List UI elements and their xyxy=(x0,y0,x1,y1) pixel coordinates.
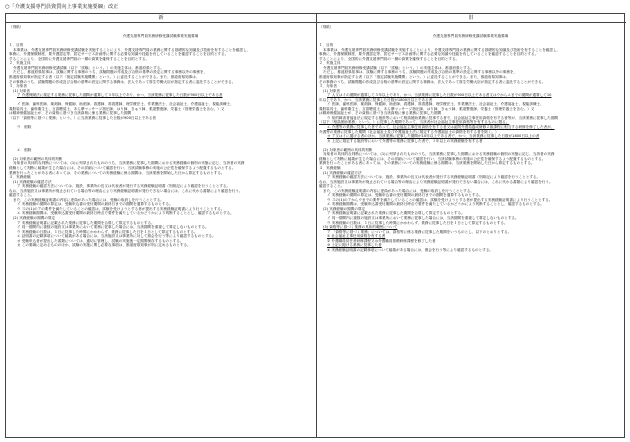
left-text-line: 介護支援専門員実務研修受講試験（以下「試験」という。）の実施主体は、都道府県とする。 xyxy=(13,65,164,70)
new-column xyxy=(6,14,317,437)
right-text-line: オ ア又はイに掲げる者のほか、当該業務に従事した期間が10年以上である者で、かつ、当該業務に従事した日数が1800日以上の者 xyxy=(327,134,540,139)
right-text-line: (2) 実務経験の期間の算定 xyxy=(323,206,366,211)
right-text-line: エ 介護等の業務に従事した者であって、社会福祉主事任用資格を有する者又は訪問介護員養成研修２級課程に相当する研修を修了した者が、 xyxy=(327,125,555,130)
left-text-line: その事務のうち、試験問題の作成及び合格の基準の設定に関する事務は、法人であって厚生労働大臣が指定する者に委託することができる。 xyxy=(9,79,236,84)
left-text-line: ア 実務経験証明書に記載された業務に従事した期間を合算して算定するものとする。 xyxy=(17,220,155,225)
right-text-line: ア 実務経験の確認方法については、施設、事業所の長又は代表者が発行する実務経験証明書（別紙記により確認を行うこととする。 xyxy=(327,175,541,180)
right-text-line: イ 同一期間内に複数の施設又は事業所において業務に従事した場合には、当該期間を重複して算定しないものとする。 xyxy=(327,215,519,220)
right-text-line: 経験として判断に疑義が生じた場合には、その詳細について確認を行い、当該試験事務の実施の公正性を確保するよう配慮するものとする。 xyxy=(319,156,546,161)
right-text-line: 対象者の具体的な判断については、(1)に列挙されたもののうち、当該業務に従事した期間における実務経験の個別の実態に応じ、当該者の実務 xyxy=(323,152,555,157)
left-text-line: ２．実施主体 xyxy=(9,61,31,66)
left-text-line: また、この実務経験証明書の内容に虚偽があった場合には、受験の取消しを行うこととする。 xyxy=(13,197,164,202)
right-text-line: ２．実施主体 xyxy=(319,61,341,66)
right-text-line: ４．実務経験 xyxy=(319,165,341,170)
right-text-line: ア 「資格等に基づく業務」については、資格等に係る業務に従事した期間をいうものとし、以下のとおりとする。 xyxy=(327,229,512,234)
right-text-line: カ 上記に規定する施設等において介護等の業務に従事した者で、１年以上の実務経験を有する者 xyxy=(327,138,483,143)
left-text-line: イ 医師、歯科医師、薬剤師、保健師、助産師、看護師、准看護師、理学療法士、作業療法士、社会福祉士、介護福祉士、視能訓練士、 xyxy=(17,102,234,107)
right-text-line: （以下「相談援助業務」という。）に従事した期間であって、当該者が社会福祉主事任用資格等を有するものに限る。 xyxy=(319,120,510,125)
right-text-line: ④ 実務経験証明書の記載事項について疑義がある場合には、照会を行う等により確認するものとする。 xyxy=(327,247,494,252)
left-text-line: 経験として判断に疑義が生じた場合には、その詳細について確認を行い、当該試験事務の実施の公正性を確保するよう配慮するものとする。 xyxy=(9,165,236,170)
left-text-line: 確認すること。 xyxy=(9,193,35,198)
left-text-line: 事務に、介護保険制度、要介護認定等、居宅サービス計画等に関する必要な知識や技能を有していることを確認することを目的とする。 xyxy=(9,52,229,57)
right-text-line: 義肢装具士、歯科衛生士、言語聴覚士、あん摩マッサージ指圧師、はり師、きゅう師、柔道整復師、栄養士（管理栄養士を含む。）又 xyxy=(319,106,535,111)
left-text-line: ウ ３の(1)のアの要件を満たしていることの確認は、試験を受けようとする者が提出する実務経験証明書により行うこととする。 xyxy=(17,206,225,211)
old-column-header: 旧 xyxy=(316,14,626,23)
right-text-line: することにより、全国的に介護支援専門員の一層の資質を確保することを目的とする。 xyxy=(319,56,460,61)
left-text-line: １．目的 xyxy=(9,43,24,48)
right-text-line: ただし、都道府県知事は、試験に関する事務のうち、試験問題の作成及び合格の基準の設定に関する事務以外の事務を、 xyxy=(323,70,518,75)
right-text-line: 介護支援専門員実務研修受講試験事業実施要綱 xyxy=(432,34,509,39)
right-text-line: (1) 対象者 xyxy=(323,88,341,93)
left-text-line: カ この要綱に定めるもののほか、試験の実施に関し必要な事項は、都道府県知事が別に定めるものとする。 xyxy=(17,243,191,248)
right-text-line: ウ 知的障害者福祉法に規定する施設等において相談援助業務に従事する者で、社会福祉主事任用資格を有する者等が、当該業務に従事した期間 xyxy=(327,115,559,120)
right-text-line: ① 社会福祉主事任用資格を有する者 xyxy=(327,234,386,239)
left-text-line: エ 証明書の記載事項について疑義がある場合には、当該施設又は事業所に対して照会を行う等により確認するものとする。 xyxy=(17,234,216,239)
left-text-line: (1) 対象者 xyxy=(13,88,31,93)
left-text-line: (2) 実務経験の期間の算定 xyxy=(13,215,56,220)
left-text-line: ウ 実務経験の日数は、１日に従事した時間にかかわらず、業務に従事した日を１日として算定するものとする。 xyxy=(17,229,198,234)
new-column-body xyxy=(6,23,316,248)
right-text-line: エ 実務経験期間は、受験申込書受付期間の最終日時点で要件を満たしているかどうかにより判断することとし、確認するものとする。 xyxy=(327,202,544,207)
old-column-body xyxy=(316,23,626,252)
left-text-line: ウ 削除 xyxy=(17,125,32,130)
right-text-line: 確認すること。 xyxy=(319,184,345,189)
left-text-line: （別紙） xyxy=(9,25,24,29)
right-text-line: ア 人又はイの期間が通算して５年以上であり、かつ、当該業務に従事した日数が900日以上である者又はウからエまでの期間が通算して10 xyxy=(327,93,552,98)
right-text-line: その事務のうち、試験問題の作成及び合格の基準の設定に関する事務は、法人であって厚生労働大臣が指定する者に委託することができる。 xyxy=(319,79,546,84)
left-text-line: は精神保健福祉士が、その資格に基づき当該資格に係る業務に従事した期間 xyxy=(9,111,132,116)
left-text-line: イ 実務経験の期間の算定は、受験申込書の受付期間の最終日までの期間を通算するものとする。 xyxy=(17,202,173,207)
right-text-line: 介護支援専門員実務研修受講試験（以下「試験」という。）の実施主体は、都道府県とする。 xyxy=(323,65,474,70)
right-text-line: 業務を行ったことがある者にあっては、その業務についての実務経験に係る期間は、当該業務を開始した日から算定するものとする。 xyxy=(319,161,535,166)
right-text-line: 本事業は、介護支援専門員実務研修受講試験を実施することにより、介護支援専門員の業務に関する基礎的な知識及び技術を有することを確認し、 xyxy=(323,47,561,52)
right-text-line: 都道府県知事が指定する者（以下「指定試験実施機関」という。）に委託することができる。また、都道府県知事は、 xyxy=(319,75,510,80)
left-text-line: 都道府県知事が指定する者（以下「指定試験実施機関」という。）に委託することができる。また、都道府県知事は、 xyxy=(9,75,200,80)
left-text-line: ア 介護保険法に規定する業務に従事した期間が通算して５年以上であり、かつ、当該業務に従事した日数が900日以上である者 xyxy=(17,93,223,98)
right-text-line: 年以上であり、かつ、当該業務に従事した日数が1800日以上である者 xyxy=(319,97,433,102)
left-text-line: ４．実務経験 xyxy=(9,175,31,180)
left-text-line: ３．対象者 xyxy=(9,84,27,89)
right-text-line: (3) 資格等に基づく業務の具体的範囲について xyxy=(323,225,398,230)
left-text-line: 業務を行ったことがある者にあっては、その業務についての実務経験に係る期間は、当該業務を開始した日から算定するものとする。 xyxy=(9,170,225,175)
left-text-line: エ 削除 xyxy=(17,147,32,152)
right-text-line: イ 医師、歯科医師、薬剤師、保健師、助産師、看護師、准看護師、理学療法士、作業療法士、社会福祉士、介護福祉士、視能訓練士、 xyxy=(327,102,544,107)
right-text-line: また、この実務経験証明書の内容に虚偽があった場合には、受験の取消しを行うこととする。 xyxy=(323,188,474,193)
left-text-line: ア 実務経験の確認方法については、施設、事業所の長又は代表者が発行する実務経験証明書（別紙記により確認を行うこととする。 xyxy=(17,184,231,189)
left-text-line: 対象者の具体的な判断については、(1)に列挙されたもののうち、当該業務に従事した期間における実務経験の個別の実態に応じ、当該者の実務 xyxy=(13,161,245,166)
right-text-line: １．目的 xyxy=(319,43,334,48)
left-text-line: なお、当該施設又は事業所が廃止されている場合等の理由により実務経験証明書が発行できない場合には、これに代わる書類により確認を行う。 xyxy=(9,188,243,193)
right-text-line: (2) 対象者の範囲の具体的判断 xyxy=(323,147,373,152)
left-text-line: イ 同一期間内に複数の施設又は事業所において業務に従事した場合には、当該期間を重複して算定しないものとする。 xyxy=(17,225,209,230)
left-text-line: オ 受験申込者が提出した書類については、適切に管理し、試験の実施後一定期間保存するものとする。 xyxy=(17,238,184,243)
right-text-line: ③ 上記に掲げる業務に従事した者 xyxy=(327,243,382,248)
right-text-line: イ 実務経験の期間の算定は、受験申込書の受付期間の最終日までの期間を通算するものとする。 xyxy=(327,193,483,198)
right-text-line: ウ 実務経験の日数は、１日に従事した時間にかかわらず、業務に従事した日を１日として算定するものとする。 xyxy=(327,220,508,225)
right-text-line: (1) 実務経験の確認方法 xyxy=(323,170,362,175)
left-text-line: （以下「資格等に基づく業務」という。）に当該業務に従事した日数が900日以上である者 xyxy=(9,115,157,120)
document-title: ○「介護支援専門員資質向上事業実施要綱」改正 xyxy=(5,4,119,10)
left-text-line: 介護支援専門員実務研修受講試験事業実施要綱 xyxy=(122,34,199,39)
right-text-line: ウ ３の(1)のアからウまでの要件を満たしていることの確認は、試験を受けようとする者が提出する実務経験証明書により行うこととする。 xyxy=(327,197,553,202)
right-text-line: 事務に、介護保険制度、要介護認定等、居宅サービス計画等に関する必要な知識や技能を有していることを確認することを目的とする。 xyxy=(319,52,539,57)
left-text-line: (1) 実務経験の確認方法 xyxy=(13,179,52,184)
new-column-header: 新 xyxy=(6,14,316,23)
right-text-line: （別紙） xyxy=(319,25,334,29)
right-text-line: 介護等の業務に従事した期間（社会福祉士及び介護福祉士法に規定する介護福祉士の資格を有する者を除く。） xyxy=(319,129,499,134)
right-text-line: ア 実務経験証明書に記載された業務に従事した期間を合算して算定するものとする。 xyxy=(327,211,465,216)
left-text-line: することにより、全国的に介護支援専門員の一層の資質を確保することを目的とする。 xyxy=(9,56,150,61)
left-text-line: 義肢装具士、歯科衛生士、言語聴覚士、あん摩マッサージ指圧師、はり師、きゅう師、柔道整復師、栄養士（管理栄養士を含む。）又 xyxy=(9,106,225,111)
left-text-line: (2) 対象者の範囲の具体的判断 xyxy=(13,156,63,161)
right-text-line: は精神保健福祉士が、その資格に基づき当該資格に係る業務に従事した期間 xyxy=(319,111,442,116)
left-text-line: 本事業は、介護支援専門員実務研修受講試験を実施することにより、介護支援専門員の業務に関する基礎的な知識及び技術を有することを確認し、 xyxy=(13,47,251,52)
right-text-line: ３．対象者 xyxy=(319,84,337,89)
old-column xyxy=(316,14,626,437)
comparison-table xyxy=(5,13,625,438)
right-text-line: なお、当該施設又は事業所が廃止されている場合等の理由により実務経験証明書が発行できない場合には、これに代わる書類により確認を行う。 xyxy=(319,179,553,184)
right-text-line: ② 介護職員初任者研修課程又は介護職員基礎研修課程を修了した者 xyxy=(327,238,436,243)
left-text-line: ただし、都道府県知事は、試験に関する事務のうち、試験問題の作成及び合格の基準の設定に関する事務以外の事務を、 xyxy=(13,70,208,75)
left-text-line: エ 実務経験期間は、受験申込書受付期間の最終日時点で要件を満たしているかどうかにより判断することとし、確認するものとする。 xyxy=(17,211,234,216)
